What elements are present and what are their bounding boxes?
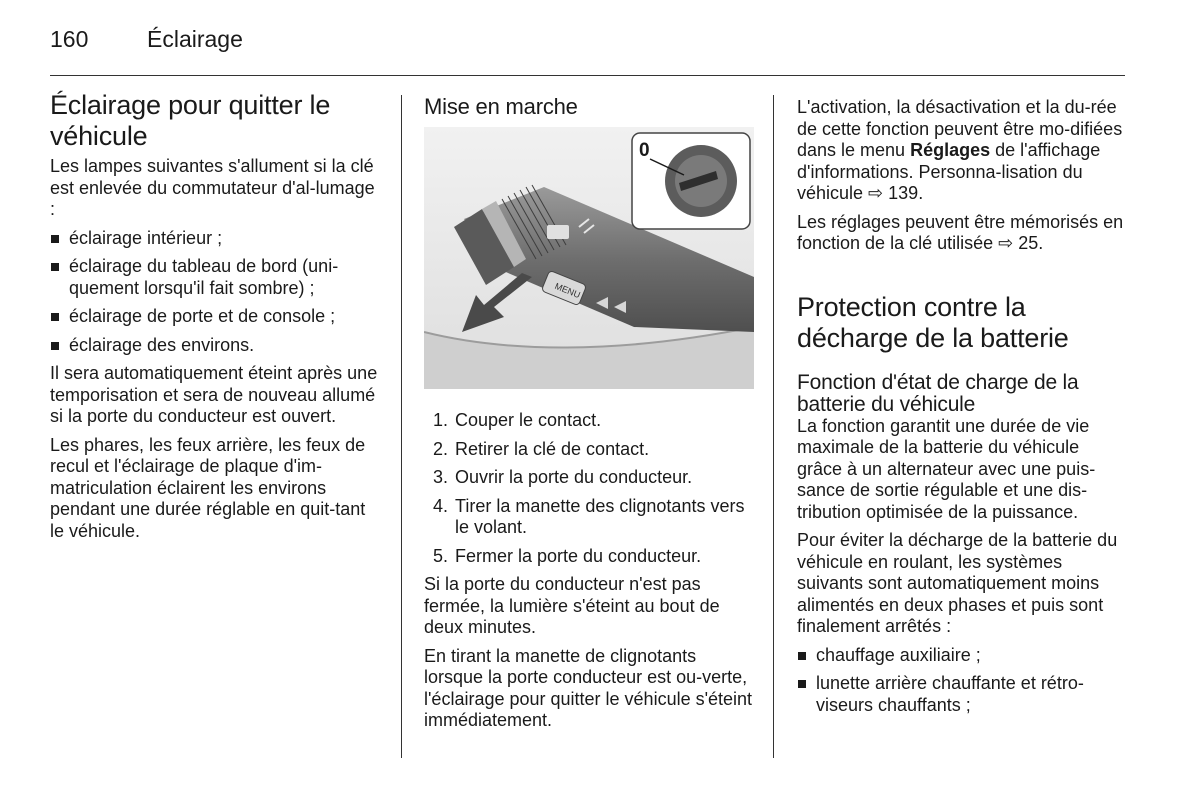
column-divider-right [773,95,774,758]
menu-button-label: MENU [553,280,582,301]
ignition-position-label: 0 [639,140,650,161]
right-column [797,97,1127,723]
list-item: éclairage intérieur ; [50,228,380,250]
list-item: 2. Retirer la clé de contact. [433,438,650,459]
list-item: 3. Ouvrir la porte du conducteur. [433,467,693,487]
page-header [50,26,1125,56]
list-item: éclairage de porte et de console ; [50,306,380,328]
list-item: lunette arrière chauffante et rétro-viseurs chauffants ; [797,673,1127,716]
page-reference-icon: ⇨ [998,233,1014,253]
running-section-title: Éclairage [147,26,243,52]
paragraph-memorised: Les réglages peuvent être mémorisés en fonction de la clé utilisée ⇨ 25. [797,211,1124,253]
section-heading: Éclairage pour quitter le véhicule [50,90,331,151]
bullet-icon [51,235,59,243]
bullet-icon [51,263,59,271]
page-number: 160 [50,26,89,52]
menu-name-settings: Réglages [910,140,991,160]
paragraph-function: La fonction garantit une durée de vie maximale de la batterie du véhicule grâce à un alternateur avec une puis-sance de sortie régulable et une dis-tribution optimisée de la puissance. [797,415,1096,522]
header-rule [50,75,1125,76]
left-column [50,90,380,549]
column-divider-left [401,95,402,758]
paragraph-auto-off: Il sera automatiquement éteint après une temporisation et sera de nouveau allumé si la porte du conducteur est ouvert. [50,363,378,426]
page-reference-icon: ⇨ [868,183,884,203]
bullet-icon [798,652,806,660]
bullet-icon [51,313,59,321]
intro-paragraph: Les lampes suivantes s'allument si la clé est enlevée du commutateur d'al-lumage : [50,156,375,219]
paragraph-cancel: En tirant la manette de clignotants lorsque la porte conducteur est ou-verte, l'éclairage pour quitter le véhicule s'éteint immédiatement. [424,645,753,730]
list-item: 4. Tirer la manette des clignotants vers le volant. [433,495,745,537]
list-item: 5. Fermer la porte du conducteur. [433,545,702,566]
bullet-icon [798,680,806,688]
page-reference[interactable]: 25. [1018,233,1044,253]
section-heading: Protection contre la décharge de la batterie [797,291,1069,353]
page-reference[interactable]: 139. [888,183,924,203]
bullet-icon [51,342,59,350]
paragraph-settings: L'activation, la désactivation et la du-rée de cette fonction peuvent être mo-difiées dans le menu Réglages de l'affichage d'informations. Personna-lisation du véhicule ⇨ 139. [797,97,1123,203]
list-item: 1. Couper le contact. [433,410,602,430]
list-item: éclairage du tableau de bord (uni-quement lorsqu'il fait sombre) ; [50,256,380,299]
paragraph-lights: Les phares, les feux arrière, les feux de recul et l'éclairage de plaque d'im-matriculation éclairent les environs pendant une durée réglable en quit-tant le véhicule. [50,434,366,541]
list-item: éclairage des environs. [50,335,380,357]
turn-signal-lever-illustration [424,127,754,389]
subsection-heading: Mise en marche [424,94,578,119]
middle-column [424,90,754,739]
list-item: chauffage auxiliaire ; [797,645,1127,667]
paragraph-prevent-discharge: Pour éviter la décharge de la batterie du véhicule en roulant, les systèmes suivants sont automatiquement moins alimentés en deux phases et puis sont finalement arrêtés : [797,530,1118,636]
paragraph-timeout: Si la porte du conducteur n'est pas fermée, la lumière s'éteint au bout de deux minutes. [424,574,720,637]
subsection-heading: Fonction d'état de charge de la batterie du véhicule [797,370,1079,416]
lever-drawing [424,127,754,389]
